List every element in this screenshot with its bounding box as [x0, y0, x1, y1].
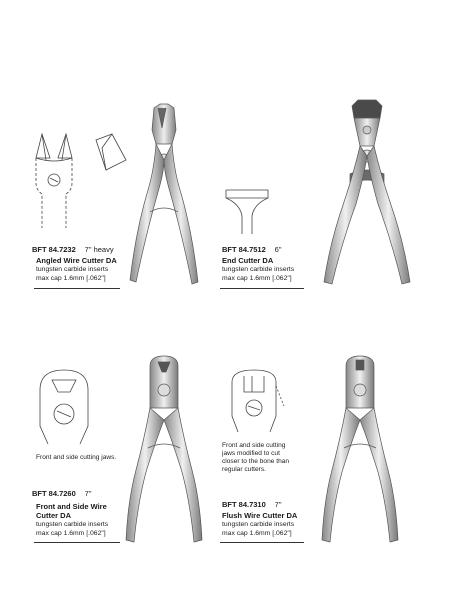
product-note: Front and side cutting jaws.: [36, 454, 117, 461]
product-detail: max cap 1.6mm [.062"]: [36, 530, 106, 537]
divider-rule: [220, 542, 304, 543]
product-1-header: [32, 239, 114, 257]
product-name: Front and Side Wire: [36, 502, 107, 511]
product-detail: max cap 1.6mm [.062"]: [36, 275, 106, 282]
product-note: jaws modified to cut: [222, 450, 280, 457]
product-name: Cutter DA: [36, 511, 71, 520]
product-detail: tungsten carbide inserts: [222, 521, 295, 528]
product-detail: tungsten carbide inserts: [36, 521, 109, 528]
front-side-wire-cutter-image: [120, 350, 210, 550]
front-side-cutter-jaw-sketch: [34, 366, 100, 446]
product-detail: tungsten carbide inserts: [222, 266, 295, 273]
product-name: End Cutter DA: [222, 256, 274, 265]
product-2-header: [222, 239, 282, 257]
flush-wire-cutter-image: [316, 350, 406, 550]
end-cutter-image: [314, 92, 424, 292]
divider-rule: [34, 288, 120, 289]
product-size: 7": [84, 489, 92, 498]
product-name: Flush Wire Cutter DA: [222, 511, 298, 520]
product-detail: tungsten carbide inserts: [36, 266, 109, 273]
product-note: closer to the bone than: [222, 458, 290, 465]
product-size: 7" heavy: [84, 245, 114, 254]
product-note: regular cutters.: [222, 466, 266, 473]
product-name: Angled Wire Cutter DA: [36, 256, 117, 265]
product-size: 6": [274, 245, 282, 254]
product-code: BFT 84.7260: [32, 489, 76, 498]
product-detail: max cap 1.6mm [.062"]: [222, 275, 292, 282]
product-code: BFT 84.7310: [222, 500, 266, 509]
divider-rule: [34, 542, 120, 543]
product-size: 7": [274, 500, 282, 509]
flush-cutter-jaw-sketch: [226, 366, 286, 436]
divider-rule: [220, 288, 304, 289]
product-4-header: [222, 494, 282, 512]
angled-cutter-jaw-sketch: [28, 128, 98, 228]
product-code: BFT 84.7232: [32, 245, 76, 254]
end-cutter-jaw-sketch: [222, 186, 274, 236]
product-code: BFT 84.7512: [222, 245, 266, 254]
product-note: Front and side cutting: [222, 442, 286, 449]
product-3-header: [32, 483, 92, 501]
angled-wire-cutter-image: [118, 100, 208, 300]
product-detail: max cap 1.6mm [.062"]: [222, 530, 292, 537]
